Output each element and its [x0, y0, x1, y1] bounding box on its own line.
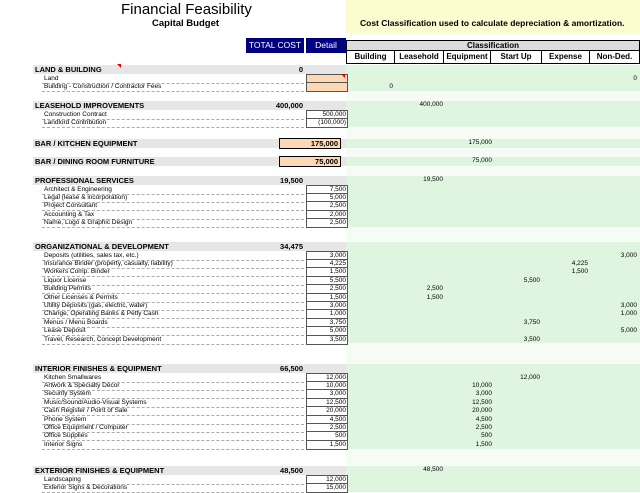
line-item-label: Exterior Signs & Decorations: [44, 483, 128, 491]
detail-input[interactable]: 2,500: [306, 423, 348, 433]
detail-input[interactable]: 5,500: [306, 276, 348, 286]
detail-input[interactable]: 1,500: [306, 293, 348, 303]
line-item-label: Phone System: [44, 415, 87, 423]
section-header: [33, 139, 346, 148]
detail-input[interactable]: (100,000): [306, 118, 348, 128]
line-item: [42, 484, 304, 493]
line-item-label: Lease Deposit: [44, 327, 86, 335]
section-label: BAR / KITCHEN EQUIPMENT: [35, 139, 138, 148]
detail-input[interactable]: 3,000: [306, 251, 348, 261]
detail-input[interactable]: 5,000: [306, 193, 348, 203]
section-total-input[interactable]: 75,000: [279, 156, 341, 167]
col-leasehold[interactable]: Leasehold: [394, 51, 444, 64]
page-subtitle: Capital Budget: [152, 18, 220, 29]
detail-input[interactable]: 5,000: [306, 326, 348, 336]
line-item-label: Landlord Contribution: [44, 118, 107, 126]
class-cell[interactable]: 1,000: [620, 310, 637, 318]
line-item-label: Utility Deposits (gas, electric, water): [44, 301, 148, 309]
detail-input[interactable]: 12,000: [306, 373, 348, 383]
section-class-band: [346, 157, 640, 166]
section-header: [33, 176, 346, 185]
class-cell[interactable]: 3,750: [523, 318, 540, 326]
detail-input[interactable]: 3,000: [306, 389, 348, 399]
line-item-label: Kitchen Smallwares: [44, 373, 102, 381]
class-cell[interactable]: 0: [633, 74, 637, 82]
class-cell[interactable]: 48,500: [423, 466, 443, 473]
line-item-label: Workers Comp. Binder: [44, 268, 110, 276]
section-class-band: [346, 139, 640, 148]
class-cell[interactable]: 4,500: [475, 415, 492, 423]
detail-input[interactable]: 20,000: [306, 406, 348, 416]
section-header: [33, 242, 346, 251]
detail-input[interactable]: 2,500: [306, 284, 348, 294]
detail-input[interactable]: 500: [306, 431, 348, 441]
line-item-label: Legal (lease & incorporation): [44, 193, 128, 201]
line-item-label: Change, Operating Banks & Petty Cash: [44, 310, 159, 318]
detail-input[interactable]: 4,500: [306, 415, 348, 425]
line-item-label: Project Consultant: [44, 202, 98, 210]
line-item: [42, 336, 304, 345]
line-item-label: Office Equipment / Computer: [44, 423, 128, 431]
section-label: INTERIOR FINISHES & EQUIPMENT: [35, 364, 162, 373]
section-label: BAR / DINING ROOM FURNITURE: [35, 157, 155, 166]
class-cell[interactable]: 12,500: [472, 398, 492, 406]
section-label: LEASEHOLD IMPROVEMENTS: [35, 101, 145, 110]
detail-input[interactable]: 3,750: [306, 318, 348, 328]
line-item-label: Insurance Binder (property, casualty, liability): [44, 259, 173, 267]
line-item-label: Menus / Menu Boards: [44, 318, 108, 326]
section-header: [33, 101, 346, 110]
class-cell[interactable]: 400,000: [419, 101, 443, 108]
comment-marker: [117, 64, 121, 68]
class-cell[interactable]: 3,000: [475, 390, 492, 398]
line-item-label: Architect & Engineering: [44, 185, 112, 193]
class-cell[interactable]: 5,500: [523, 276, 540, 284]
class-cell[interactable]: 2,500: [426, 285, 443, 293]
section-total: 34,475: [280, 242, 303, 251]
line-item-label: Landscaping: [44, 475, 81, 483]
line-item-label: Deposits (utilities, sales tax, etc.): [44, 251, 139, 259]
col-equipment[interactable]: Equipment: [443, 51, 491, 64]
class-cell[interactable]: 3,000: [620, 301, 637, 309]
line-item-label: Building - Construction / Contractor Fees: [44, 82, 162, 90]
section-total: 48,500: [280, 466, 303, 475]
detail-header[interactable]: Detail: [306, 38, 346, 53]
classification-note-panel: [346, 0, 640, 34]
line-item-label: Other Licenses & Permits: [44, 293, 118, 301]
class-cell[interactable]: 10,000: [472, 381, 492, 389]
section-label: LAND & BUILDING: [35, 65, 102, 74]
section-total: 0: [298, 65, 303, 74]
line-item-label: Construction Contract: [44, 110, 107, 118]
detail-input[interactable]: 2,000: [306, 210, 348, 220]
class-cell[interactable]: 5,000: [620, 327, 637, 335]
line-item: [42, 441, 304, 450]
line-item-label: Travel, Research, Concept Development: [44, 335, 162, 343]
col-expense[interactable]: Expense: [541, 51, 590, 64]
line-item-label: Cash Register / Point of Sale: [44, 407, 128, 415]
section-total: 66,500: [280, 364, 303, 373]
detail-input[interactable]: 500,000: [306, 110, 348, 120]
section-header: [33, 364, 346, 373]
class-cell[interactable]: 3,500: [523, 335, 540, 343]
detail-input[interactable]: 4,225: [306, 259, 348, 269]
class-cell[interactable]: 3,000: [620, 251, 637, 259]
line-item-label: Interior Signs: [44, 440, 83, 448]
line-item-label: Building Permits: [44, 285, 91, 293]
col-non-ded[interactable]: Non-Ded.: [589, 51, 640, 64]
detail-input[interactable]: 3,500: [306, 335, 348, 345]
class-cell[interactable]: 20,000: [472, 407, 492, 415]
line-item-label: Music/Sound/Audio-Visual Systems: [44, 398, 147, 406]
line-item-label: Name, Logo & Graphic Design: [44, 219, 133, 227]
line-item-label: Security System: [44, 390, 91, 398]
comment-marker: [341, 74, 345, 78]
page-title: Financial Feasibility: [121, 1, 252, 18]
col-building[interactable]: Building: [346, 51, 395, 64]
section-label: PROFESSIONAL SERVICES: [35, 176, 134, 185]
section-header: [33, 65, 346, 74]
section-label: EXTERIOR FINISHES & EQUIPMENT: [35, 466, 165, 475]
class-cell[interactable]: 500: [481, 432, 492, 440]
class-cell[interactable]: 1,500: [426, 293, 443, 301]
detail-input[interactable]: 2,500: [306, 218, 348, 228]
section-total: 19,500: [280, 176, 303, 185]
section-header: [33, 157, 346, 166]
total-cost-header[interactable]: TOTAL COST: [246, 38, 304, 53]
classification-header: [346, 40, 640, 64]
class-cell[interactable]: 19,500: [423, 176, 443, 183]
detail-input[interactable]: 1,000: [306, 309, 348, 319]
line-item-label: Office Supplies: [44, 432, 88, 440]
line-item-label: Land: [44, 74, 59, 82]
col-start-up[interactable]: Start Up: [490, 51, 542, 64]
detail-input[interactable]: 3,000: [306, 301, 348, 311]
section-total-input[interactable]: 175,000: [279, 138, 341, 149]
class-cell[interactable]: 75,000: [472, 157, 492, 164]
class-cell[interactable]: 2,500: [475, 423, 492, 431]
detail-input[interactable]: 1,500: [306, 440, 348, 450]
section-label: ORGANIZATIONAL & DEVELOPMENT: [35, 242, 169, 251]
class-cell[interactable]: 4,225: [571, 259, 588, 267]
classification-title: Classification: [346, 40, 640, 51]
detail-input[interactable]: 15,000: [306, 483, 348, 493]
class-cell[interactable]: 1,500: [571, 268, 588, 276]
class-cell[interactable]: 0: [389, 82, 393, 90]
class-cell[interactable]: 175,000: [468, 139, 492, 146]
section-total: 400,000: [275, 101, 303, 110]
line-item-label: Artwork & Specialty Décor: [44, 381, 120, 389]
line-item-label: Liquor License: [44, 276, 87, 284]
classification-note: Cost Classification used to calculate depreciation & amortization.: [360, 18, 625, 28]
detail-input[interactable]: 7,500: [306, 185, 348, 195]
detail-input[interactable]: 10,000: [306, 381, 348, 391]
class-cell[interactable]: 12,000: [520, 373, 540, 381]
detail-input[interactable]: 12,500: [306, 398, 348, 408]
line-item: [42, 119, 304, 128]
line-item-label: Accounting & Tax: [44, 210, 95, 218]
detail-input[interactable]: 1,500: [306, 267, 348, 277]
section-header: [33, 466, 346, 475]
detail-input[interactable]: 2,500: [306, 201, 348, 211]
line-item: [42, 219, 304, 228]
line-item: [42, 83, 304, 92]
class-cell[interactable]: 1,500: [475, 440, 492, 448]
detail-input[interactable]: 12,000: [306, 475, 348, 485]
